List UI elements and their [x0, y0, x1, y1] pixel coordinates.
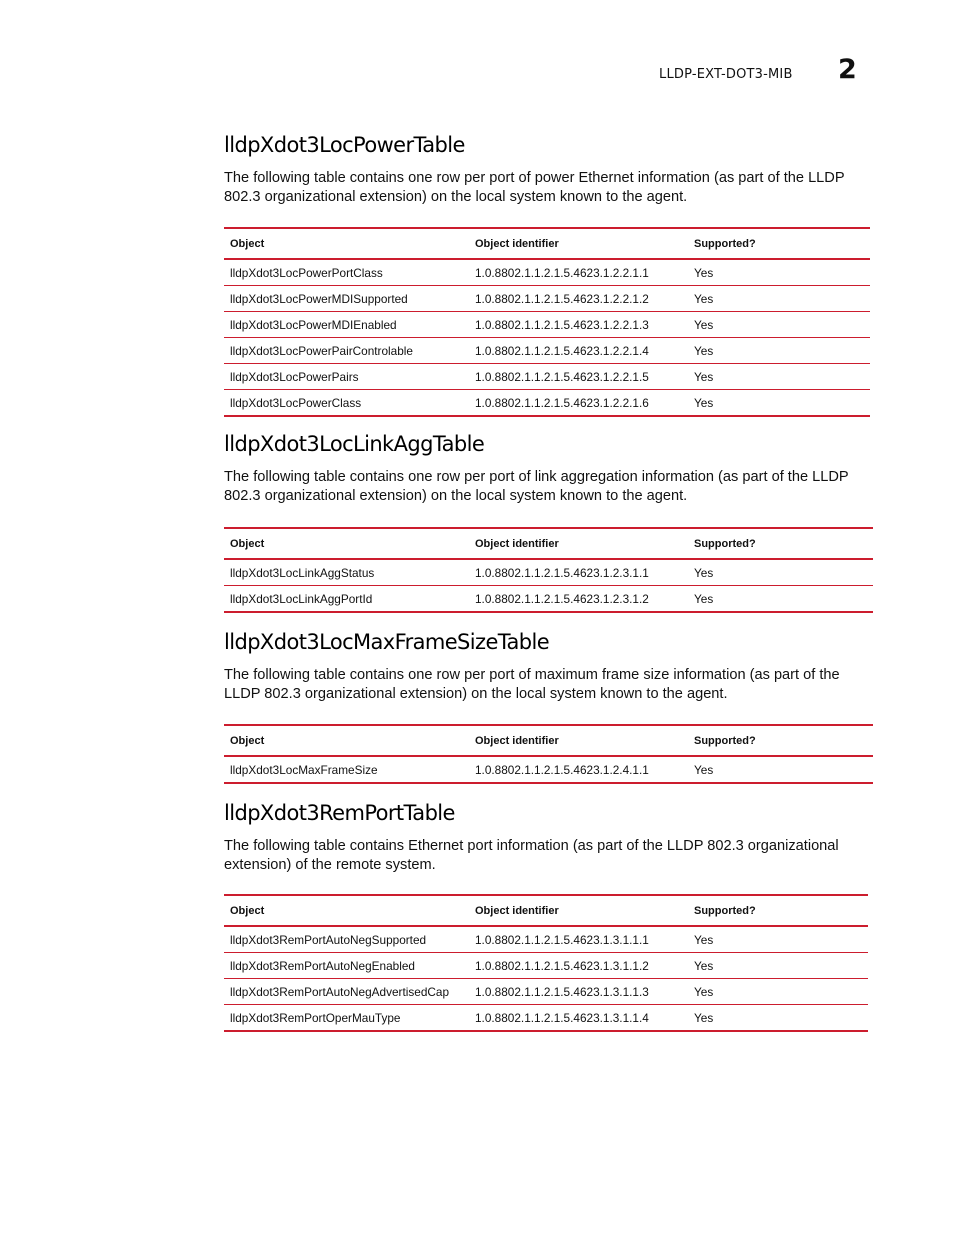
- supported-cell: Yes: [688, 926, 868, 953]
- table-row: [224, 926, 868, 953]
- object-name-cell: lldpXdot3LocPowerClass: [224, 390, 469, 417]
- table-row: [224, 559, 873, 586]
- supported-cell: Yes: [688, 756, 873, 783]
- table-row: [224, 979, 868, 1005]
- section-description: The following table contains one row per port of link aggregation information (as part of the LLDP 802.3 organizational extension) on the local system known to the agent.: [224, 469, 849, 504]
- object-table: [224, 227, 870, 417]
- object-identifier-cell: 1.0.8802.1.1.2.1.5.4623.1.3.1.1.2: [469, 953, 688, 979]
- section-title: lldpXdot3RemPortTable: [224, 801, 455, 825]
- object-name-cell: lldpXdot3LocMaxFrameSize: [224, 756, 469, 783]
- column-header: Supported?: [688, 895, 868, 926]
- supported-cell: Yes: [688, 364, 870, 390]
- table-row: [224, 586, 873, 613]
- object-identifier-cell: 1.0.8802.1.1.2.1.5.4623.1.2.2.1.2: [469, 286, 688, 312]
- column-header: Supported?: [688, 228, 870, 259]
- section-title: lldpXdot3LocMaxFrameSizeTable: [224, 630, 550, 654]
- object-identifier-cell: 1.0.8802.1.1.2.1.5.4623.1.3.1.1.3: [469, 979, 688, 1005]
- table-row: [224, 312, 870, 338]
- column-header: Supported?: [688, 725, 873, 756]
- object-identifier-cell: 1.0.8802.1.1.2.1.5.4623.1.2.2.1.6: [469, 390, 688, 417]
- supported-cell: Yes: [688, 286, 870, 312]
- object-identifier-cell: 1.0.8802.1.1.2.1.5.4623.1.2.4.1.1: [469, 756, 688, 783]
- table-row: [224, 338, 870, 364]
- object-name-cell: lldpXdot3RemPortAutoNegEnabled: [224, 953, 469, 979]
- object-name-cell: lldpXdot3LocPowerPairControlable: [224, 338, 469, 364]
- page-header: [0, 54, 954, 94]
- supported-cell: Yes: [688, 259, 870, 286]
- object-identifier-cell: 1.0.8802.1.1.2.1.5.4623.1.2.3.1.2: [469, 586, 688, 613]
- table-header-row: [224, 725, 873, 756]
- object-name-cell: lldpXdot3RemPortAutoNegSupported: [224, 926, 469, 953]
- column-header: Object identifier: [469, 528, 688, 559]
- section-3: [224, 801, 864, 1025]
- table-row: [224, 259, 870, 286]
- object-identifier-cell: 1.0.8802.1.1.2.1.5.4623.1.2.3.1.1: [469, 559, 688, 586]
- supported-cell: Yes: [688, 390, 870, 417]
- section-0: [224, 133, 864, 410]
- section-description: The following table contains one row per port of maximum frame size information (as part of the LLDP 802.3 organizational extension) on the local system known to the agent.: [224, 667, 840, 702]
- column-header: Supported?: [688, 528, 873, 559]
- section-description: The following table contains Ethernet port information (as part of the LLDP 802.3 organizational extension) of the remote system.: [224, 838, 839, 873]
- running-head: LLDP-EXT-DOT3-MIB: [659, 67, 793, 82]
- column-header: Object identifier: [469, 228, 688, 259]
- object-identifier-cell: 1.0.8802.1.1.2.1.5.4623.1.2.2.1.3: [469, 312, 688, 338]
- object-identifier-cell: 1.0.8802.1.1.2.1.5.4623.1.3.1.1.1: [469, 926, 688, 953]
- table-header-row: [224, 528, 873, 559]
- object-name-cell: lldpXdot3LocPowerMDIEnabled: [224, 312, 469, 338]
- table-header-row: [224, 895, 868, 926]
- table-row: [224, 1005, 868, 1032]
- supported-cell: Yes: [688, 312, 870, 338]
- column-header: Object: [224, 528, 469, 559]
- section-description: The following table contains one row per port of power Ethernet information (as part of the LLDP 802.3 organizational extension) on the local system known to the agent.: [224, 170, 845, 205]
- table-row: [224, 756, 873, 783]
- table-header-row: [224, 228, 870, 259]
- supported-cell: Yes: [688, 979, 868, 1005]
- column-header: Object: [224, 228, 469, 259]
- object-name-cell: lldpXdot3LocPowerMDISupported: [224, 286, 469, 312]
- object-identifier-cell: 1.0.8802.1.1.2.1.5.4623.1.2.2.1.5: [469, 364, 688, 390]
- section-1: [224, 432, 864, 606]
- object-table: [224, 894, 868, 1032]
- column-header: Object: [224, 725, 469, 756]
- object-identifier-cell: 1.0.8802.1.1.2.1.5.4623.1.2.2.1.4: [469, 338, 688, 364]
- object-name-cell: lldpXdot3LocPowerPortClass: [224, 259, 469, 286]
- object-identifier-cell: 1.0.8802.1.1.2.1.5.4623.1.3.1.1.4: [469, 1005, 688, 1032]
- object-name-cell: lldpXdot3LocLinkAggStatus: [224, 559, 469, 586]
- column-header: Object identifier: [469, 725, 688, 756]
- column-header: Object: [224, 895, 469, 926]
- supported-cell: Yes: [688, 559, 873, 586]
- object-table: [224, 724, 873, 784]
- section-title: lldpXdot3LocPowerTable: [224, 133, 465, 157]
- supported-cell: Yes: [688, 338, 870, 364]
- section-title: lldpXdot3LocLinkAggTable: [224, 432, 485, 456]
- supported-cell: Yes: [688, 586, 873, 613]
- table-row: [224, 286, 870, 312]
- table-row: [224, 364, 870, 390]
- object-table: [224, 527, 873, 613]
- object-name-cell: lldpXdot3RemPortOperMauType: [224, 1005, 469, 1032]
- column-header: Object identifier: [469, 895, 688, 926]
- object-name-cell: lldpXdot3RemPortAutoNegAdvertisedCap: [224, 979, 469, 1005]
- object-name-cell: lldpXdot3LocLinkAggPortId: [224, 586, 469, 613]
- supported-cell: Yes: [688, 953, 868, 979]
- section-2: [224, 630, 859, 777]
- table-row: [224, 953, 868, 979]
- table-row: [224, 390, 870, 417]
- object-name-cell: lldpXdot3LocPowerPairs: [224, 364, 469, 390]
- supported-cell: Yes: [688, 1005, 868, 1032]
- chapter-number: 2: [838, 54, 857, 85]
- object-identifier-cell: 1.0.8802.1.1.2.1.5.4623.1.2.2.1.1: [469, 259, 688, 286]
